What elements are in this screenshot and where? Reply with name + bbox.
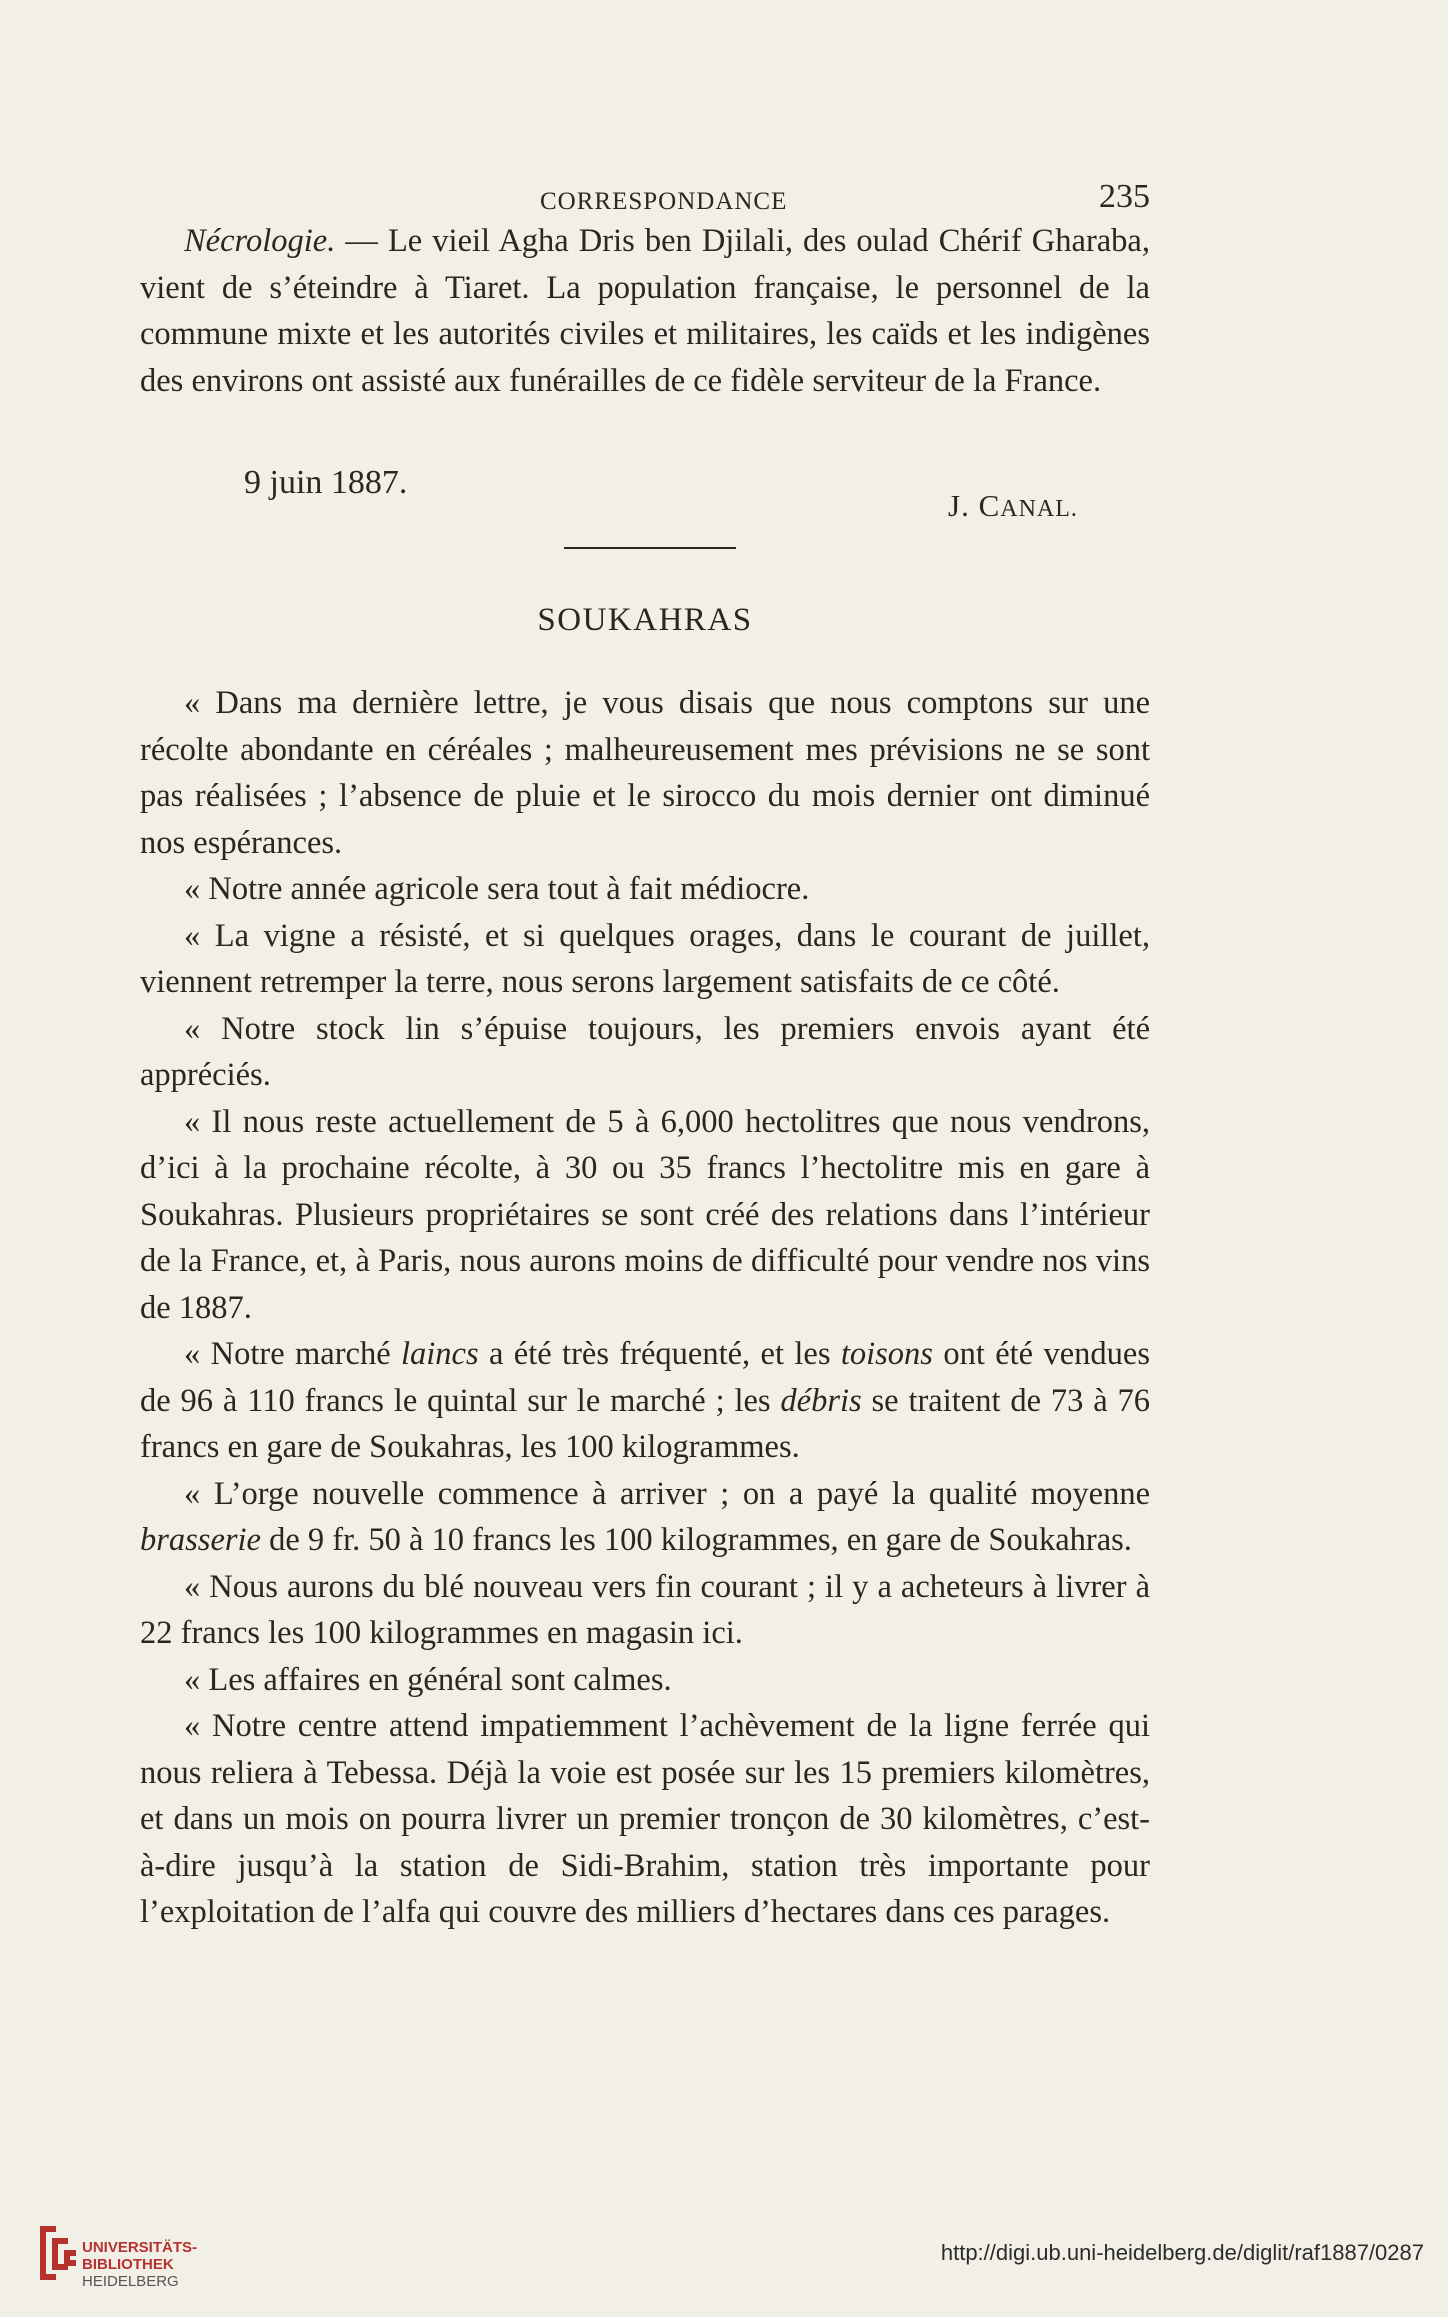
running-head-title: CORRESPONDANCE <box>540 188 788 215</box>
page-number: 235 <box>1099 178 1150 215</box>
paragraph-4: « Notre stock lin s’épuise toujours, les premiers envois ayant été appréciés. <box>140 1010 1150 1093</box>
section-title: SOUKAHRAS <box>537 602 753 638</box>
obituary-signature: J. CANAL. <box>948 488 1078 523</box>
section-body <box>140 680 1150 1936</box>
paragraph-8: « Nous aurons du blé nouveau vers fin courant ; il y a acheteurs à livrer à 22 francs les 100 kilogrammes en magasin ici. <box>140 1568 1150 1651</box>
paragraph-9: « Les affaires en général sont calmes. <box>184 1661 672 1698</box>
paragraph-5: « Il nous reste actuellement de 5 à 6,000 hectolitres que nous vendrons, d’ici à la prochaine récolte, à 30 ou 35 francs l’hectolitre mis en gare à Soukahras. Plusieurs propriétaires se sont créé des relations dans l’intérieur de la France, et, à Paris, nous aurons moins de difficulté pour vendre nos vins de 1887. <box>140 1103 1150 1326</box>
running-head <box>140 178 1150 222</box>
obituary-paragraph <box>140 218 1150 404</box>
library-name: UNIVERSITÄTS- BIBLIOTHEK HEIDELBERG <box>82 2239 198 2290</box>
source-url-link[interactable]: http://digi.ub.uni-heidelberg.de/diglit/raf1887/0287 <box>940 2240 1424 2265</box>
paragraph-6: « Notre marché laincs a été très fréquenté, et les toisons ont été vendues de 96 à 110 francs le quintal sur le marché ; les débris se traitent de 73 à 76 francs en gare de Soukahras, les 100 kilogrammes. <box>140 1336 1150 1465</box>
obituary-label: Nécrologie. <box>184 223 336 259</box>
heidelberg-library-logo-icon <box>28 2220 88 2286</box>
paragraph-10: « Notre centre attend impatiemment l’achèvement de la ligne ferrée qui nous reliera à Tebessa. Déjà la voie est posée sur les 15 premiers kilomètres, et dans un mois on pourra livrer un premier tronçon de 30 kilomètres, c’est-à-dire jusqu’à la station de Sidi-Brahim, station très importante pour l’exploitation de l’alfa qui couvre des milliers d’hectares dans ces parages. <box>140 1708 1150 1930</box>
paragraph-3: « La vigne a résisté, et si quelques orages, dans le courant de juillet, viennent retremper la terre, nous serons largement satisfaits de ce côté. <box>140 917 1150 1000</box>
paragraph-7: « L’orge nouvelle commence à arriver ; on a payé la qualité moyenne brasserie de 9 fr. 50 à 10 francs les 100 kilogrammes, en gare de Soukahras. <box>140 1475 1150 1558</box>
obituary-date: 9 juin 1887. <box>244 464 408 501</box>
paragraph-2: « Notre année agricole sera tout à fait médiocre. <box>184 871 810 907</box>
section-divider <box>564 547 736 549</box>
obituary-text: — Le vieil Agha Dris ben Djilali, des oulad Chérif Gharaba, vient de s’éteindre à Tiaret. La population française, le personnel de la commune mixte et les autorités civiles et militaires, les caïds et les indigènes des environs ont assisté aux funérailles de ce fidèle serviteur de la France. <box>140 223 1150 399</box>
paragraph-1: « Dans ma dernière lettre, je vous disais que nous comptons sur une récolte abondante en céréales ; malheureusement mes prévisions ne se sont pas réalisées ; l’absence de pluie et le sirocco du mois dernier ont diminué nos espérances. <box>140 685 1150 861</box>
